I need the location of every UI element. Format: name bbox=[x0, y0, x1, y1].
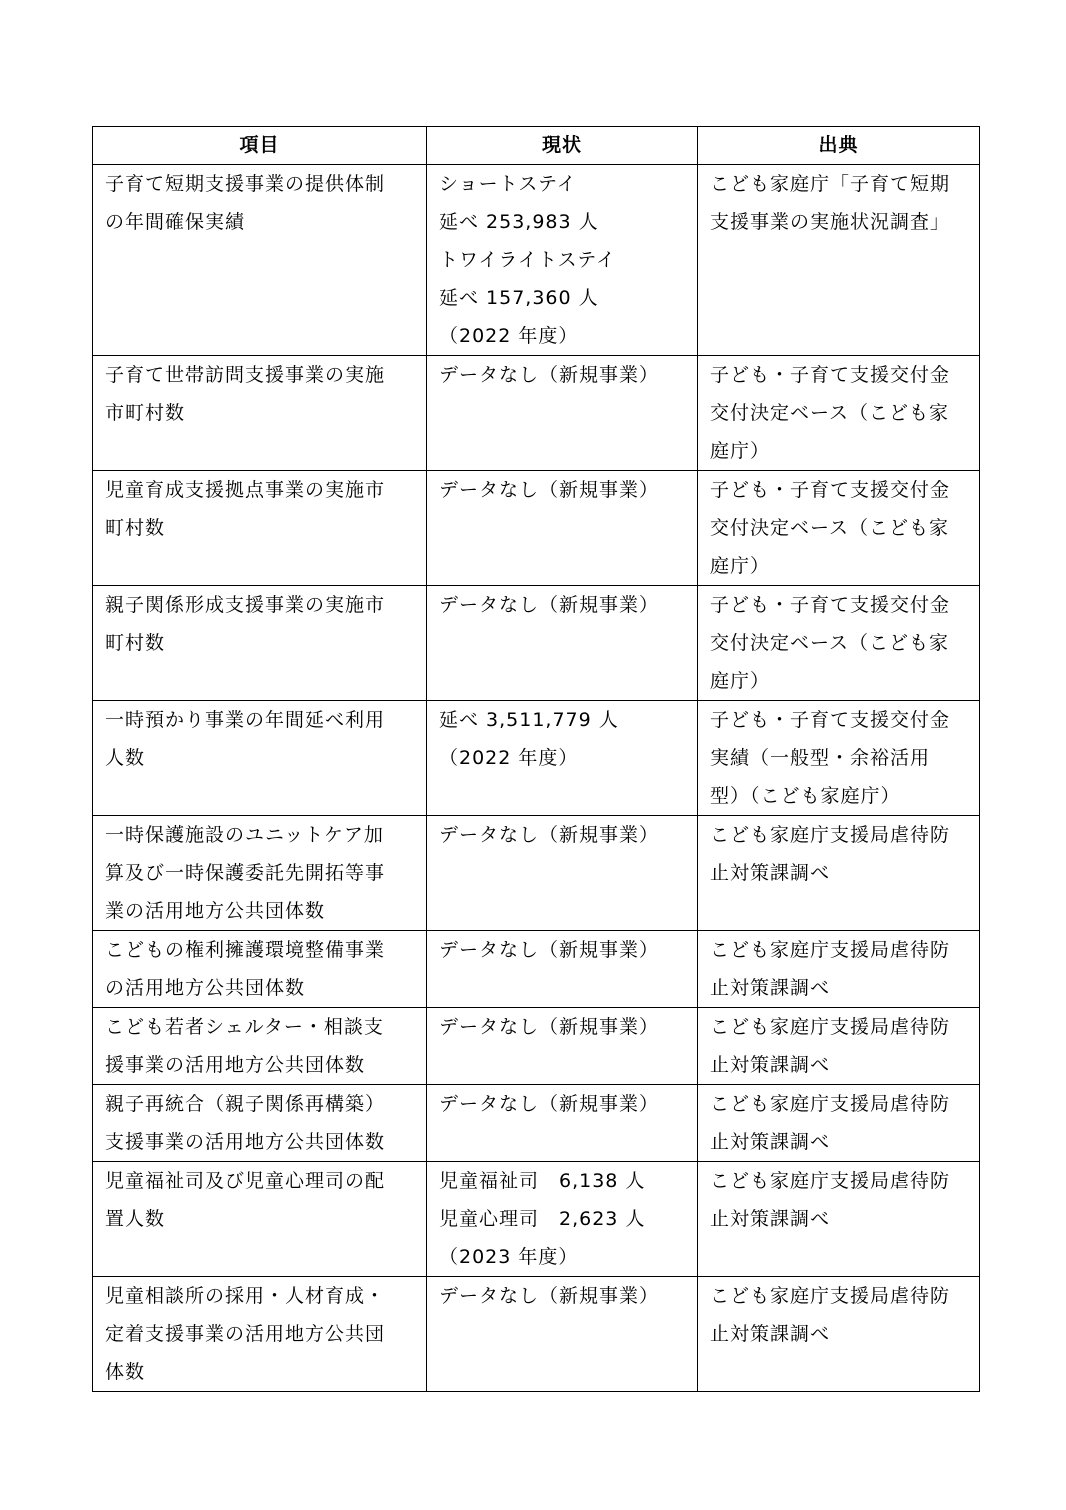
cell-status bbox=[427, 931, 698, 1008]
cell-status-line: 延べ 253,983 人 bbox=[439, 211, 599, 233]
cell-item bbox=[93, 1085, 427, 1162]
cell-source-line: 交付決定ベース（こども家 bbox=[710, 517, 950, 539]
cell-status-line: データなし（新規事業） bbox=[439, 364, 660, 386]
cell-source-line: 庭庁） bbox=[710, 670, 771, 692]
cell-source-line: こども家庭庁支援局虐待防 bbox=[710, 1016, 951, 1038]
cell-item bbox=[93, 356, 427, 471]
cell-status bbox=[427, 701, 698, 816]
cell-source-line: 子ども・子育て支援交付金 bbox=[710, 479, 951, 501]
cell-item bbox=[93, 1162, 427, 1277]
cell-source bbox=[698, 471, 980, 586]
table-header-row bbox=[93, 127, 980, 165]
table-row bbox=[93, 701, 980, 816]
data-table bbox=[92, 126, 980, 1392]
cell-item-line: 児童相談所の採用・人材育成・ bbox=[105, 1285, 386, 1307]
cell-status-line: データなし（新規事業） bbox=[439, 939, 660, 961]
cell-source-line: 止対策課調べ bbox=[710, 977, 831, 999]
cell-item-line: こども若者シェルター・相談支 bbox=[105, 1016, 384, 1038]
cell-source bbox=[698, 816, 980, 931]
cell-item-line: 町村数 bbox=[105, 517, 166, 539]
cell-status-line: データなし（新規事業） bbox=[439, 594, 660, 616]
cell-source bbox=[698, 1162, 980, 1277]
cell-source-line: 止対策課調べ bbox=[710, 1131, 831, 1153]
cell-source-line: こども家庭庁支援局虐待防 bbox=[710, 939, 951, 961]
cell-status-line: （2023 年度） bbox=[439, 1246, 579, 1268]
cell-status bbox=[427, 165, 698, 356]
cell-item-line: 町村数 bbox=[105, 632, 166, 654]
cell-item-line: 一時預かり事業の年間延べ利用 bbox=[105, 709, 386, 731]
cell-item bbox=[93, 586, 427, 701]
cell-source-line: 型）（こども家庭庁） bbox=[710, 785, 901, 807]
cell-source-line: こども家庭庁支援局虐待防 bbox=[710, 1285, 951, 1307]
cell-item-line: 人数 bbox=[105, 747, 146, 769]
cell-source bbox=[698, 1277, 980, 1392]
cell-source-line: 庭庁） bbox=[710, 555, 771, 577]
cell-item-line: 援事業の活用地方公共団体数 bbox=[105, 1054, 366, 1076]
cell-item-line: の活用地方公共団体数 bbox=[105, 977, 306, 999]
cell-item-line: 体数 bbox=[105, 1361, 146, 1383]
cell-source-line: 止対策課調べ bbox=[710, 1054, 831, 1076]
cell-status-line: データなし（新規事業） bbox=[439, 824, 660, 846]
cell-source bbox=[698, 931, 980, 1008]
table-row bbox=[93, 1008, 980, 1085]
table-body bbox=[93, 165, 980, 1392]
cell-status-line: （2022 年度） bbox=[439, 747, 579, 769]
cell-item bbox=[93, 701, 427, 816]
cell-status bbox=[427, 1277, 698, 1392]
cell-source bbox=[698, 356, 980, 471]
cell-item-line: 置人数 bbox=[105, 1208, 166, 1230]
cell-source-line: 止対策課調べ bbox=[710, 1323, 831, 1345]
cell-status-line: 児童心理司 2,623 人 bbox=[439, 1208, 646, 1230]
cell-status bbox=[427, 586, 698, 701]
cell-item bbox=[93, 816, 427, 931]
cell-source-line: こども家庭庁支援局虐待防 bbox=[710, 1170, 951, 1192]
table-row bbox=[93, 165, 980, 356]
cell-item-line: 子育て世帯訪問支援事業の実施 bbox=[105, 364, 386, 386]
cell-item bbox=[93, 165, 427, 356]
cell-item bbox=[93, 1277, 427, 1392]
cell-status-line: データなし（新規事業） bbox=[439, 1285, 660, 1307]
table-row bbox=[93, 356, 980, 471]
cell-source-line: 子ども・子育て支援交付金 bbox=[710, 709, 951, 731]
cell-status-line: 児童福祉司 6,138 人 bbox=[439, 1170, 646, 1192]
cell-status bbox=[427, 471, 698, 586]
cell-item-line: の年間確保実績 bbox=[105, 211, 246, 233]
cell-source bbox=[698, 1085, 980, 1162]
cell-item-line: 親子関係形成支援事業の実施市 bbox=[105, 594, 386, 616]
cell-source-line: 交付決定ベース（こども家 bbox=[710, 632, 950, 654]
header-status: 現状 bbox=[427, 127, 698, 165]
cell-item-line: 児童育成支援拠点事業の実施市 bbox=[105, 479, 386, 501]
cell-source-line: 庭庁） bbox=[710, 440, 771, 462]
cell-source-line: 子ども・子育て支援交付金 bbox=[710, 594, 951, 616]
cell-status bbox=[427, 1008, 698, 1085]
cell-status-line: ショートステイ bbox=[439, 173, 577, 195]
cell-source bbox=[698, 586, 980, 701]
cell-item bbox=[93, 1008, 427, 1085]
cell-item-line: 業の活用地方公共団体数 bbox=[105, 900, 326, 922]
cell-status bbox=[427, 1085, 698, 1162]
header-source: 出典 bbox=[698, 127, 980, 165]
cell-status-line: データなし（新規事業） bbox=[439, 1016, 660, 1038]
table-row bbox=[93, 1085, 980, 1162]
cell-source-line: 交付決定ベース（こども家 bbox=[710, 402, 950, 424]
cell-status-line: 延べ 3,511,779 人 bbox=[439, 709, 619, 731]
table-row bbox=[93, 1162, 980, 1277]
cell-status-line: （2022 年度） bbox=[439, 325, 579, 347]
cell-item-line: 親子再統合（親子関係再構築） bbox=[105, 1093, 386, 1115]
cell-item-line: こどもの権利擁護環境整備事業 bbox=[105, 939, 386, 961]
cell-status bbox=[427, 356, 698, 471]
cell-item-line: 子育て短期支援事業の提供体制 bbox=[105, 173, 386, 195]
cell-source-line: 子ども・子育て支援交付金 bbox=[710, 364, 951, 386]
table-row bbox=[93, 816, 980, 931]
cell-status-line: データなし（新規事業） bbox=[439, 479, 660, 501]
cell-source-line: こども家庭庁支援局虐待防 bbox=[710, 824, 951, 846]
document-page bbox=[92, 126, 979, 1392]
cell-item bbox=[93, 931, 427, 1008]
cell-source-line: 支援事業の実施状況調査」 bbox=[710, 211, 951, 233]
cell-status-line: トワイライトステイ bbox=[439, 249, 616, 271]
cell-status bbox=[427, 816, 698, 931]
table-row bbox=[93, 471, 980, 586]
cell-source-line: 実績（一般型・余裕活用 bbox=[710, 747, 931, 769]
table-row bbox=[93, 586, 980, 701]
cell-source-line: 止対策課調べ bbox=[710, 1208, 831, 1230]
table-row bbox=[93, 931, 980, 1008]
cell-source bbox=[698, 165, 980, 356]
cell-source-line: こども家庭庁「子育て短期 bbox=[710, 173, 951, 195]
cell-status-line: データなし（新規事業） bbox=[439, 1093, 660, 1115]
cell-status-line: 延べ 157,360 人 bbox=[439, 287, 599, 309]
cell-item-line: 一時保護施設のユニットケア加 bbox=[105, 824, 384, 846]
cell-source-line: こども家庭庁支援局虐待防 bbox=[710, 1093, 951, 1115]
cell-source bbox=[698, 1008, 980, 1085]
cell-item-line: 市町村数 bbox=[105, 402, 186, 424]
cell-item-line: 算及び一時保護委託先開拓等事 bbox=[105, 862, 386, 884]
cell-item-line: 定着支援事業の活用地方公共団 bbox=[105, 1323, 386, 1345]
cell-source-line: 止対策課調べ bbox=[710, 862, 831, 884]
cell-item bbox=[93, 471, 427, 586]
cell-source bbox=[698, 701, 980, 816]
cell-item-line: 支援事業の活用地方公共団体数 bbox=[105, 1131, 386, 1153]
table-row bbox=[93, 1277, 980, 1392]
cell-status bbox=[427, 1162, 698, 1277]
cell-item-line: 児童福祉司及び児童心理司の配 bbox=[105, 1170, 386, 1192]
header-item: 項目 bbox=[93, 127, 427, 165]
